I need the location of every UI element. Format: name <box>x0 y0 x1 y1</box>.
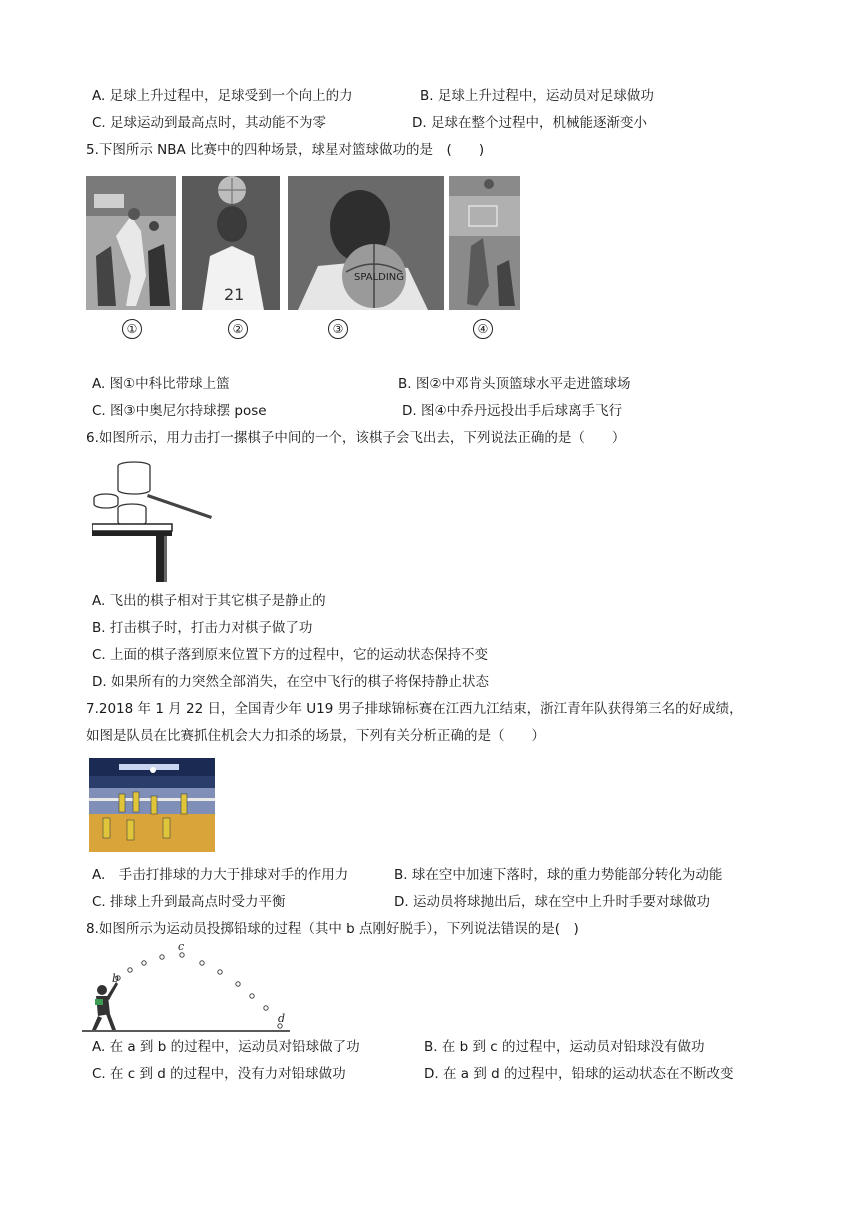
q4-option-b: B. 足球上升过程中，运动员对足球做功 <box>420 88 654 104</box>
q5-label-4: ④ <box>473 319 493 339</box>
q8-option-a: A. 在 a 到 b 的过程中，运动员对铅球做了功 <box>92 1039 360 1055</box>
q6-option-d: D. 如果所有的力突然全部消失，在空中飞行的棋子将保持静止状态 <box>92 674 489 690</box>
q5-label-2: ② <box>228 319 248 339</box>
q5-photo-3 <box>288 176 444 310</box>
q6-option-b: B. 打击棋子时，打击力对棋子做了功 <box>92 620 313 636</box>
q5-option-c: C. 图③中奥尼尔持球摆 pose <box>92 403 267 419</box>
q8-option-d: D. 在 a 到 d 的过程中，铅球的运动状态在不断改变 <box>424 1066 734 1082</box>
q7-volleyball-photo <box>89 758 215 852</box>
q5-photo-2 <box>182 176 280 310</box>
q4-option-c: C. 足球运动到最高点时，其动能不为零 <box>92 115 327 131</box>
q8-point-c: c <box>178 942 185 953</box>
q6-option-c: C. 上面的棋子落到原来位置下方的过程中，它的运动状态保持不变 <box>92 647 489 663</box>
q5-stem: 5.下图所示 NBA 比赛中的四种场景，球星对篮球做功的是 ( ) <box>86 142 485 158</box>
q7-option-b: B. 球在空中加速下落时，球的重力势能部分转化为动能 <box>394 867 723 883</box>
q8-point-b: b <box>112 972 120 985</box>
svg-text:21: 21 <box>224 285 245 304</box>
q8-point-d: d <box>278 1012 286 1025</box>
q6-option-a: A. 飞出的棋子相对于其它棋子是静止的 <box>92 593 326 609</box>
q8-option-c: C. 在 c 到 d 的过程中，没有力对铅球做功 <box>92 1066 346 1082</box>
q6-stem: 6.如图所示，用力击打一摞棋子中间的一个，该棋子会飞出去，下列说法正确的是（ ） <box>86 430 626 446</box>
q6-chess-figure <box>92 458 218 582</box>
q5-label-1: ① <box>122 319 142 339</box>
q8-option-b: B. 在 b 到 c 的过程中，运动员对铅球没有做功 <box>424 1039 705 1055</box>
q5-label-3: ③ <box>328 319 348 339</box>
q5-option-a: A. 图①中科比带球上篮 <box>92 376 230 392</box>
q5-option-b: B. 图②中邓肯头顶篮球水平走进篮球场 <box>398 376 631 392</box>
q7-stem-line1: 7.2018 年 1 月 22 日，全国青少年 U19 男子排球锦标赛在江西九江结束，浙江青年队获得第三名的好成绩， <box>86 701 743 717</box>
q7-option-c: C. 排球上升到最高点时受力平衡 <box>92 894 286 910</box>
q5-photo-1 <box>86 176 176 310</box>
q7-stem-line2: 如图是队员在比赛抓住机会大力扣杀的场景，下列有关分析正确的是（ ） <box>86 728 545 744</box>
svg-text:SPALDING: SPALDING <box>354 272 405 283</box>
q4-option-a: A. 足球上升过程中，足球受到一个向上的力 <box>92 88 353 104</box>
q5-photo-4 <box>449 176 520 310</box>
q4-option-d: D. 足球在整个过程中，机械能逐渐变小 <box>412 115 647 131</box>
q8-shot-put-figure <box>82 942 292 1034</box>
q5-option-d: D. 图④中乔丹远投出手后球离手飞行 <box>402 403 623 419</box>
q8-stem: 8.如图所示为运动员投掷铅球的过程（其中 b 点刚好脱手），下列说法错误的是( ) <box>86 921 579 937</box>
q7-option-d: D. 运动员将球抛出后，球在空中上升时手要对球做功 <box>394 894 710 910</box>
q7-option-a: A. 手击打排球的力大于排球对手的作用力 <box>92 867 349 883</box>
